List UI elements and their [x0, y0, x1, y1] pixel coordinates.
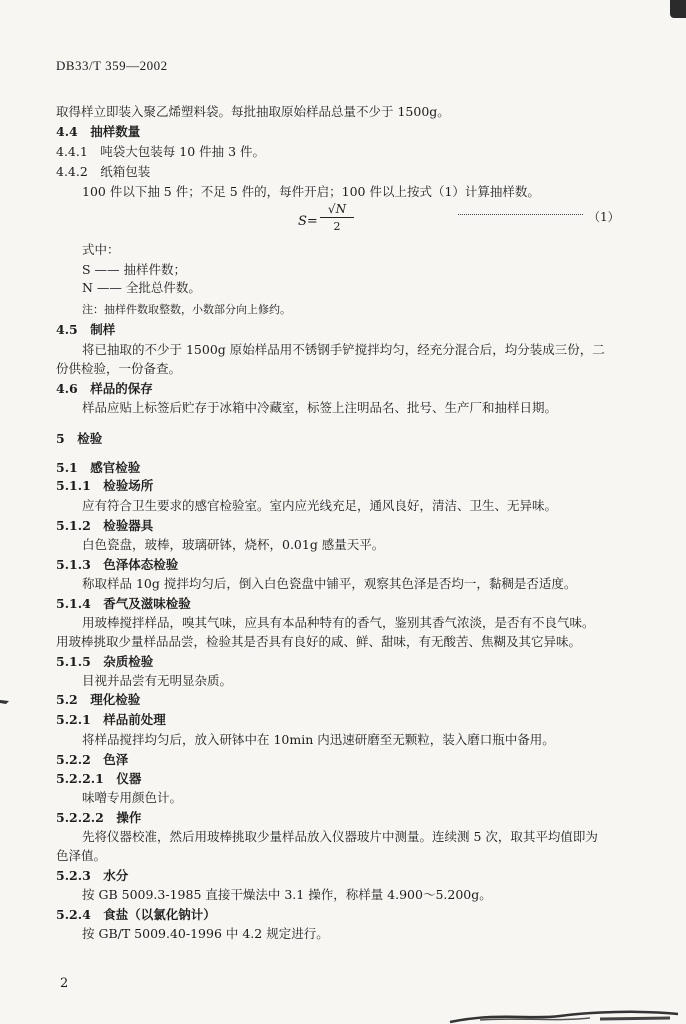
section-heading: 5.1.2 检验器具: [56, 518, 154, 533]
text-line: 按 GB 5009.3-1985 直接干燥法中 3.1 操作，称样量 4.900～5.200g。: [82, 887, 492, 902]
formula-numerator: √N: [320, 202, 354, 218]
text-line: 应有符合卫生要求的感官检验室。室内应光线充足，通风良好，清洁、卫生、无异味。: [82, 498, 558, 513]
formula-lhs: S=: [298, 214, 318, 229]
formula-fraction: [320, 202, 354, 233]
text-line: 将样品搅拌均匀后，放入研钵中在 10min 内迅速研磨至无颗粒，装入磨口瓶中备用。: [82, 732, 555, 747]
text-line: 100 件以下抽 5 件；不足 5 件的，每件开启；100 件以上按式（1）计算抽样数。: [82, 184, 540, 199]
scan-scratch-mark: [440, 1000, 680, 1024]
formula-leader-dots: [458, 214, 583, 215]
scan-speck-mark: [0, 697, 10, 707]
note-line: 注：抽样件数取整数，小数部分向上修约。: [82, 303, 291, 316]
text-line: S —— 抽样件数；: [82, 262, 187, 277]
text-line: 份供检验，一份备查。: [56, 361, 182, 376]
scan-corner-mark: [670, 0, 686, 18]
formula: [298, 202, 358, 238]
text-line: 称取样品 10g 搅拌均匀后，倒入白色瓷盘中铺平，观察其色泽是否均一，黏稠是否适度。: [82, 576, 577, 591]
section-heading: 5.2.3 水分: [56, 868, 129, 883]
section-heading: 4.4 抽样数量: [56, 124, 141, 139]
section-heading: 5.2.4 食盐（以氯化钠计）: [56, 907, 216, 922]
text-line: 用玻棒搅拌样品，嗅其气味，应具有本品种特有的香气，鉴别其香气浓淡，是否有不良气味。: [82, 615, 595, 630]
text-line: 取得样立即装入聚乙烯塑料袋。每批抽取原始样品总量不少于 1500g。: [56, 104, 450, 119]
text-line: 样品应贴上标签后贮存于冰箱中冷藏室，标签上注明品名、批号、生产厂和抽样日期。: [82, 400, 558, 415]
section-heading: 5.1.4 香气及滋味检验: [56, 596, 191, 611]
standard-code-header: DB33/T 359—2002: [56, 58, 168, 73]
text-line: 先将仪器校准，然后用玻棒挑取少量样品放入仪器玻片中测量。连续测 5 次，取其平均值即为: [82, 829, 598, 844]
text-line: 式中：: [82, 242, 120, 257]
text-line: 用玻棒挑取少量样品品尝，检验其是否具有良好的咸、鲜、甜味，有无酸苦、焦糊及其它异味。: [56, 634, 582, 649]
chapter-heading: 5 检验: [56, 431, 103, 446]
section-heading: 5.2.2.1 仪器: [56, 771, 142, 786]
section-heading: 4.6 样品的保存: [56, 381, 153, 396]
text-line: 色泽值。: [56, 848, 107, 863]
section-heading: 4.4.2 纸箱包装: [56, 164, 151, 179]
section-heading: 5.2.2 色泽: [56, 752, 129, 767]
section-heading: 5.2.2.2 操作: [56, 810, 142, 825]
section-heading: 5.1.5 杂质检验: [56, 654, 154, 669]
section-heading: 5.2.1 样品前处理: [56, 712, 166, 727]
text-line: 白色瓷盘，玻棒，玻璃研钵，烧杯，0.01g 感量天平。: [82, 537, 385, 552]
section-heading: 4.4.1 吨袋大包装每 10 件抽 3 件。: [56, 144, 266, 159]
page-number: 2: [60, 976, 69, 991]
text-line: N —— 全批总件数。: [82, 280, 201, 295]
text-line: 味噌专用颜色计。: [82, 790, 183, 805]
section-heading: 5.1.1 检验场所: [56, 478, 154, 493]
text-line: 按 GB/T 5009.40-1996 中 4.2 规定进行。: [82, 926, 329, 941]
formula-denominator: 2: [333, 220, 341, 233]
section-heading: 5.2 理化检验: [56, 692, 141, 707]
equation-number: （1）: [588, 210, 620, 224]
text-line: 将已抽取的不少于 1500g 原始样品用不锈钢手铲搅拌均匀，经充分混合后，均分装成三份，二: [82, 342, 605, 357]
section-heading: 5.1.3 色泽体态检验: [56, 557, 179, 572]
section-heading: 5.1 感官检验: [56, 460, 141, 475]
text-line: 目视并品尝有无明显杂质。: [82, 673, 233, 688]
section-heading: 4.5 制样: [56, 322, 116, 337]
